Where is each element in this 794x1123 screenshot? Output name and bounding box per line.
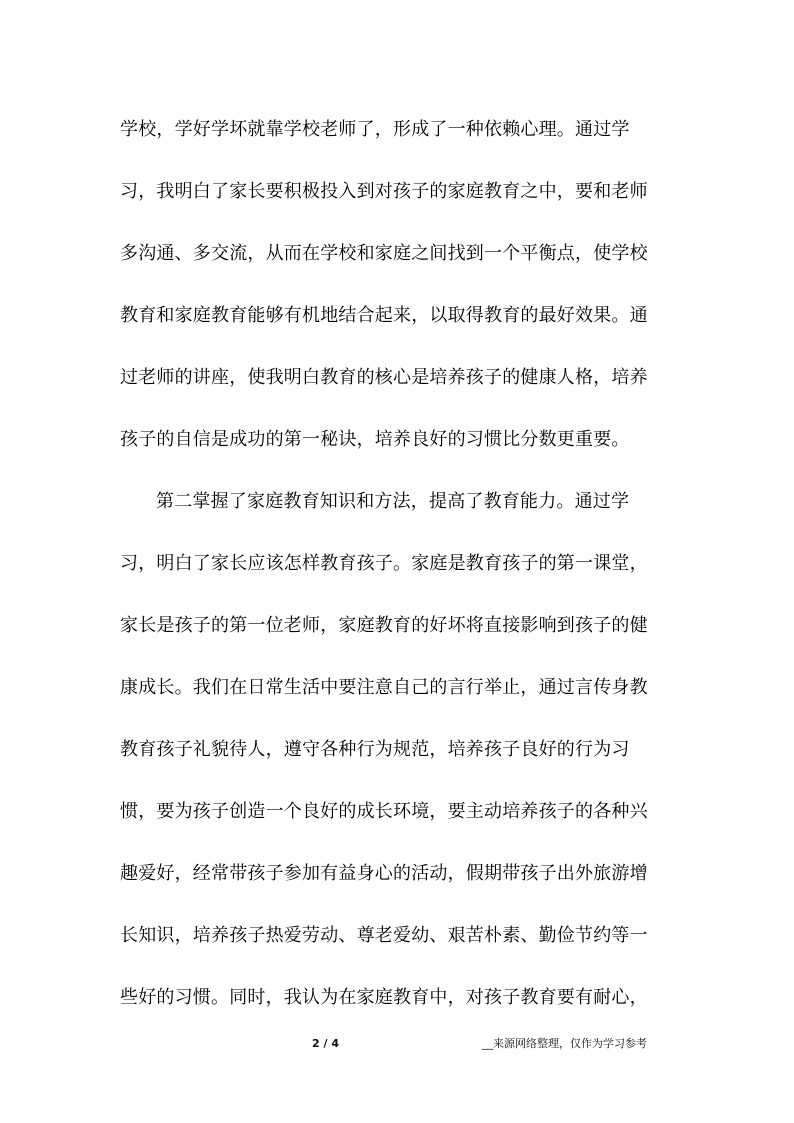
text-line: 惯，要为孩子创造一个良好的成长环境，要主动培养孩子的各种兴 (120, 801, 648, 822)
text-line: 家长是孩子的第一位老师，家庭教育的好坏将直接影响到孩子的健 (120, 615, 648, 636)
text-line: 长知识，培养孩子热爱劳动、尊老爱幼、艰苦朴素、勤俭节约等一 (120, 925, 648, 946)
text-line: 康成长。我们在日常生活中要注意自己的言行举止，通过言传身教 (120, 677, 648, 698)
text-line: 孩子的自信是成功的第一秘诀，培养良好的习惯比分数更重要。 (120, 429, 630, 450)
page-number: 2 / 4 (312, 1037, 339, 1050)
text-line: 些好的习惯。同时，我认为在家庭教育中，对孩子教育要有耐心， (120, 987, 648, 1008)
text-line: 过老师的讲座，使我明白教育的核心是培养孩子的健康人格，培养 (120, 367, 648, 388)
text-line: 教育和家庭教育能够有机地结合起来，以取得教育的最好效果。通 (120, 305, 648, 326)
source-note: __来源网络整理，仅作为学习参考 (482, 1037, 647, 1050)
text-line: 习，明白了家长应该怎样教育孩子。家庭是教育孩子的第一课堂， (120, 553, 648, 574)
text-line: 教育孩子礼貌待人，遵守各种行为规范，培养孩子良好的行为习 (120, 739, 630, 760)
text-line: 趣爱好，经常带孩子参加有益身心的活动，假期带孩子出外旅游增 (120, 863, 648, 884)
paragraph-start-line: 第二掌握了家庭教育知识和方法，提高了教育能力。通过学 (156, 491, 630, 512)
text-line: 多沟通、多交流，从而在学校和家庭之间找到一个平衡点，使学校 (120, 243, 648, 264)
text-line: 习，我明白了家长要积极投入到对孩子的家庭教育之中，要和老师 (120, 181, 648, 202)
text-line: 学校，学好学坏就靠学校老师了，形成了一种依赖心理。通过学 (120, 119, 630, 140)
